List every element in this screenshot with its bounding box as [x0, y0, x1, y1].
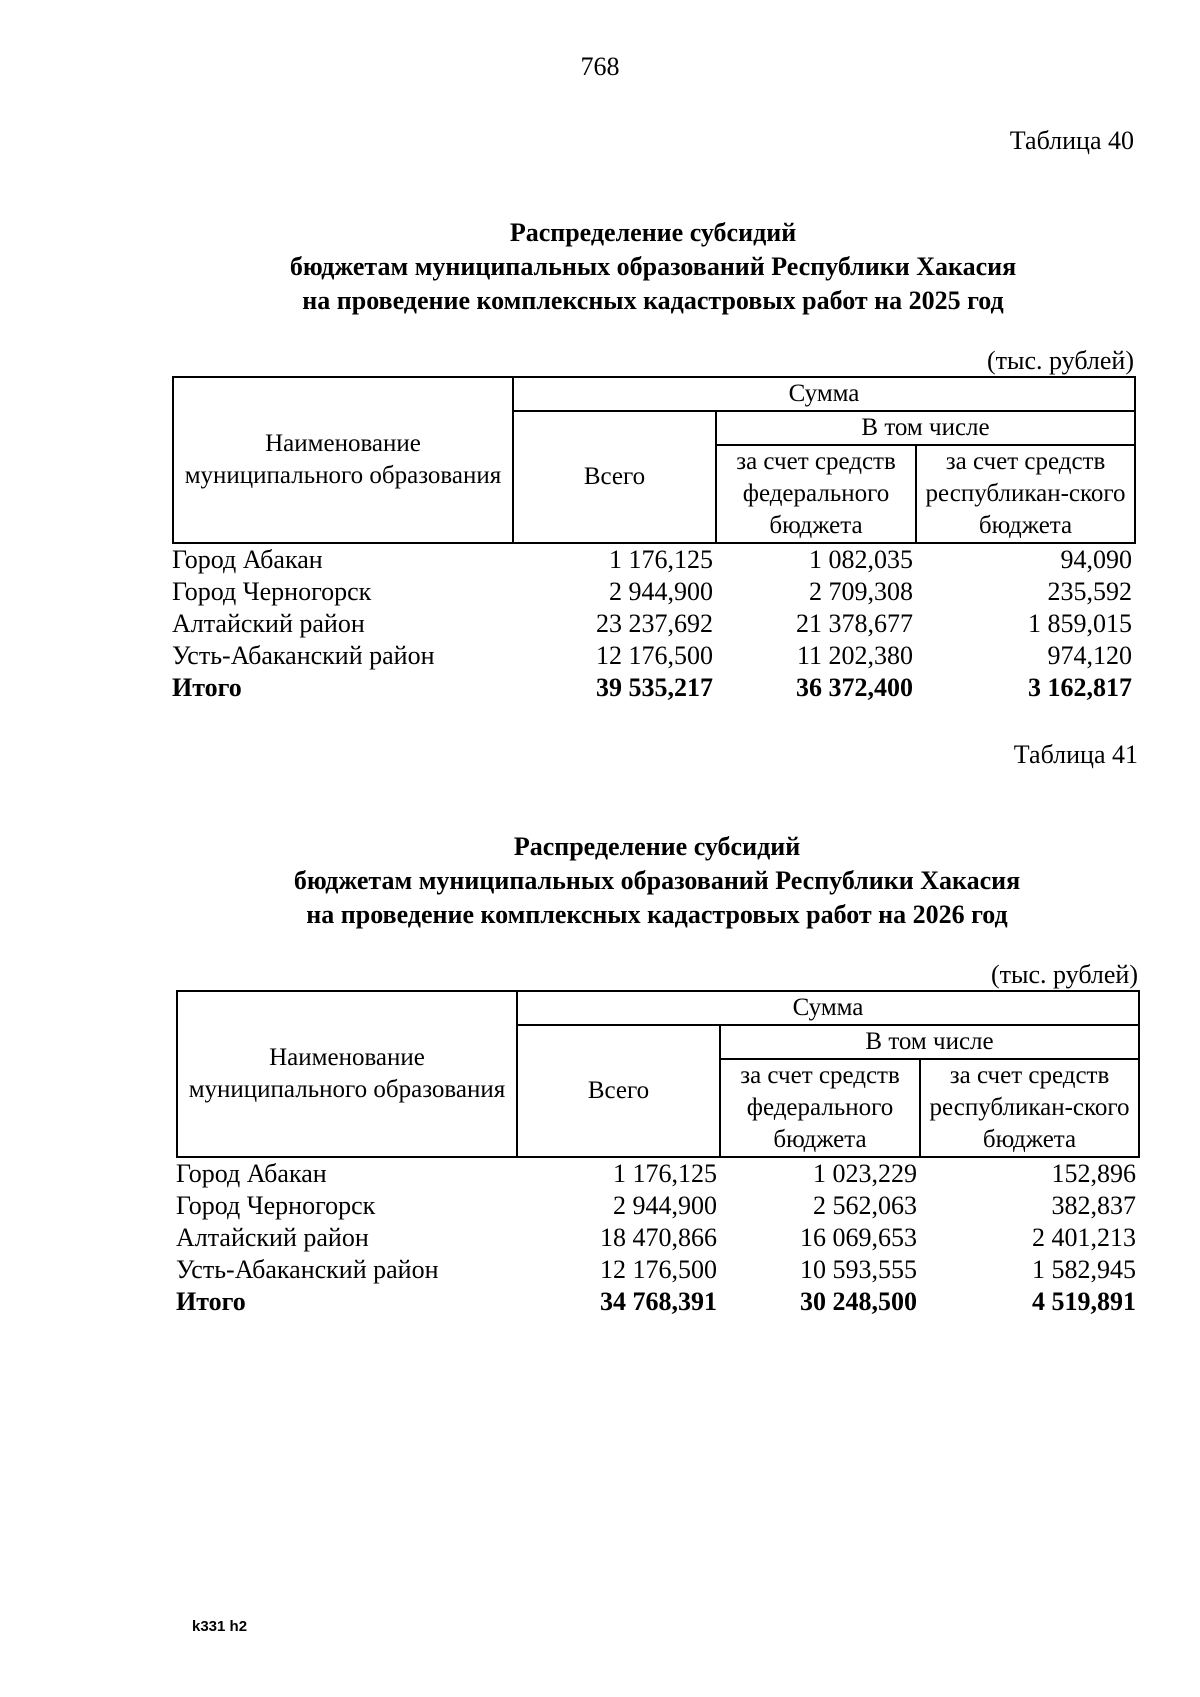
row-republic: 235,592: [1047, 577, 1132, 606]
row-republic: 2 401,213: [1032, 1223, 1136, 1252]
units-label: (тыс. рублей): [986, 346, 1134, 375]
row-republic: 94,090: [1060, 545, 1132, 574]
table-body: [176, 1158, 1138, 1318]
row-total: 1 176,125: [613, 1159, 717, 1188]
title-line: бюджетам муниципальных образований Республики Хакасия: [293, 866, 1021, 895]
footer-code: k331 h2: [192, 1618, 248, 1635]
table-row: [172, 640, 1134, 672]
row-name: Усть-Абаканский район: [172, 641, 435, 670]
row-federal: 21 378,677: [796, 609, 913, 638]
header-name-col: Наименование муниципального образования: [173, 377, 513, 543]
row-federal: 2 709,308: [809, 577, 913, 606]
row-republic: 152,896: [1051, 1159, 1136, 1188]
total-sum: 34 768,391: [600, 1287, 717, 1316]
row-name: Усть-Абаканский район: [176, 1255, 439, 1284]
total-sum: 39 535,217: [596, 673, 713, 702]
page-number: 768: [580, 52, 620, 81]
header-republic: за счет средств республикан-ского бюджета: [920, 1059, 1139, 1157]
row-total: 2 944,900: [609, 577, 713, 606]
table-header: [176, 990, 1140, 1158]
header-sum: Сумма: [513, 377, 1135, 411]
row-name: Алтайский район: [172, 609, 365, 638]
table-row: [176, 1190, 1138, 1222]
table-header: [172, 376, 1136, 544]
table-block-40: [172, 126, 1134, 704]
title-line: на проведение комплексных кадастровых работ на 2026 год: [306, 900, 1008, 929]
total-name: Итого: [176, 1287, 246, 1316]
title-line: Распределение субсидий: [509, 218, 797, 247]
row-total: 18 470,866: [600, 1223, 717, 1252]
header-sum: Сумма: [517, 991, 1139, 1025]
total-row: [172, 672, 1134, 704]
header-including: В том числе: [720, 1025, 1139, 1059]
table-title: [172, 216, 1134, 318]
row-name: Город Черногорск: [172, 577, 372, 606]
total-row: [176, 1286, 1138, 1318]
row-republic: 382,837: [1051, 1191, 1136, 1220]
row-total: 12 176,500: [600, 1255, 717, 1284]
row-total: 1 176,125: [609, 545, 713, 574]
header-federal: за счет средств федерального бюджета: [716, 445, 916, 543]
total-republic: 3 162,817: [1028, 673, 1132, 702]
total-republic: 4 519,891: [1032, 1287, 1136, 1316]
row-name: Город Черногорск: [176, 1191, 376, 1220]
table-title: [176, 830, 1138, 932]
row-name: Город Абакан: [172, 545, 323, 574]
table-row: [176, 1254, 1138, 1286]
row-federal: 11 202,380: [796, 641, 913, 670]
row-federal: 2 562,063: [813, 1191, 917, 1220]
header-including: В том числе: [716, 411, 1135, 445]
title-line: бюджетам муниципальных образований Республики Хакасия: [289, 252, 1017, 281]
row-name: Алтайский район: [176, 1223, 369, 1252]
row-name: Город Абакан: [176, 1159, 327, 1188]
table-label: Таблица 40: [1009, 126, 1134, 155]
title-line: Распределение субсидий: [513, 832, 801, 861]
row-republic: 974,120: [1047, 641, 1132, 670]
row-republic: 1 582,945: [1032, 1255, 1136, 1284]
table-body: [172, 544, 1134, 704]
total-name: Итого: [172, 673, 242, 702]
table-row: [172, 544, 1134, 576]
total-federal: 30 248,500: [800, 1287, 917, 1316]
header-federal: за счет средств федерального бюджета: [720, 1059, 920, 1157]
table-row: [176, 1158, 1138, 1190]
table-block-41: [176, 740, 1138, 1318]
row-total: 2 944,900: [613, 1191, 717, 1220]
row-federal: 1 023,229: [813, 1159, 917, 1188]
header-total: Всего: [513, 411, 716, 543]
header-total: Всего: [517, 1025, 720, 1157]
table-row: [176, 1222, 1138, 1254]
units-label: (тыс. рублей): [990, 960, 1138, 989]
table-row: [172, 608, 1134, 640]
header-republic: за счет средств республикан-ского бюджета: [916, 445, 1135, 543]
row-republic: 1 859,015: [1028, 609, 1132, 638]
row-federal: 16 069,653: [800, 1223, 917, 1252]
header-name-col: Наименование муниципального образования: [177, 991, 517, 1157]
row-total: 12 176,500: [596, 641, 713, 670]
row-federal: 10 593,555: [800, 1255, 917, 1284]
row-federal: 1 082,035: [809, 545, 913, 574]
table-label: Таблица 41: [1013, 740, 1138, 769]
table-row: [172, 576, 1134, 608]
row-total: 23 237,692: [596, 609, 713, 638]
total-federal: 36 372,400: [796, 673, 913, 702]
title-line: на проведение комплексных кадастровых работ на 2025 год: [302, 286, 1004, 315]
